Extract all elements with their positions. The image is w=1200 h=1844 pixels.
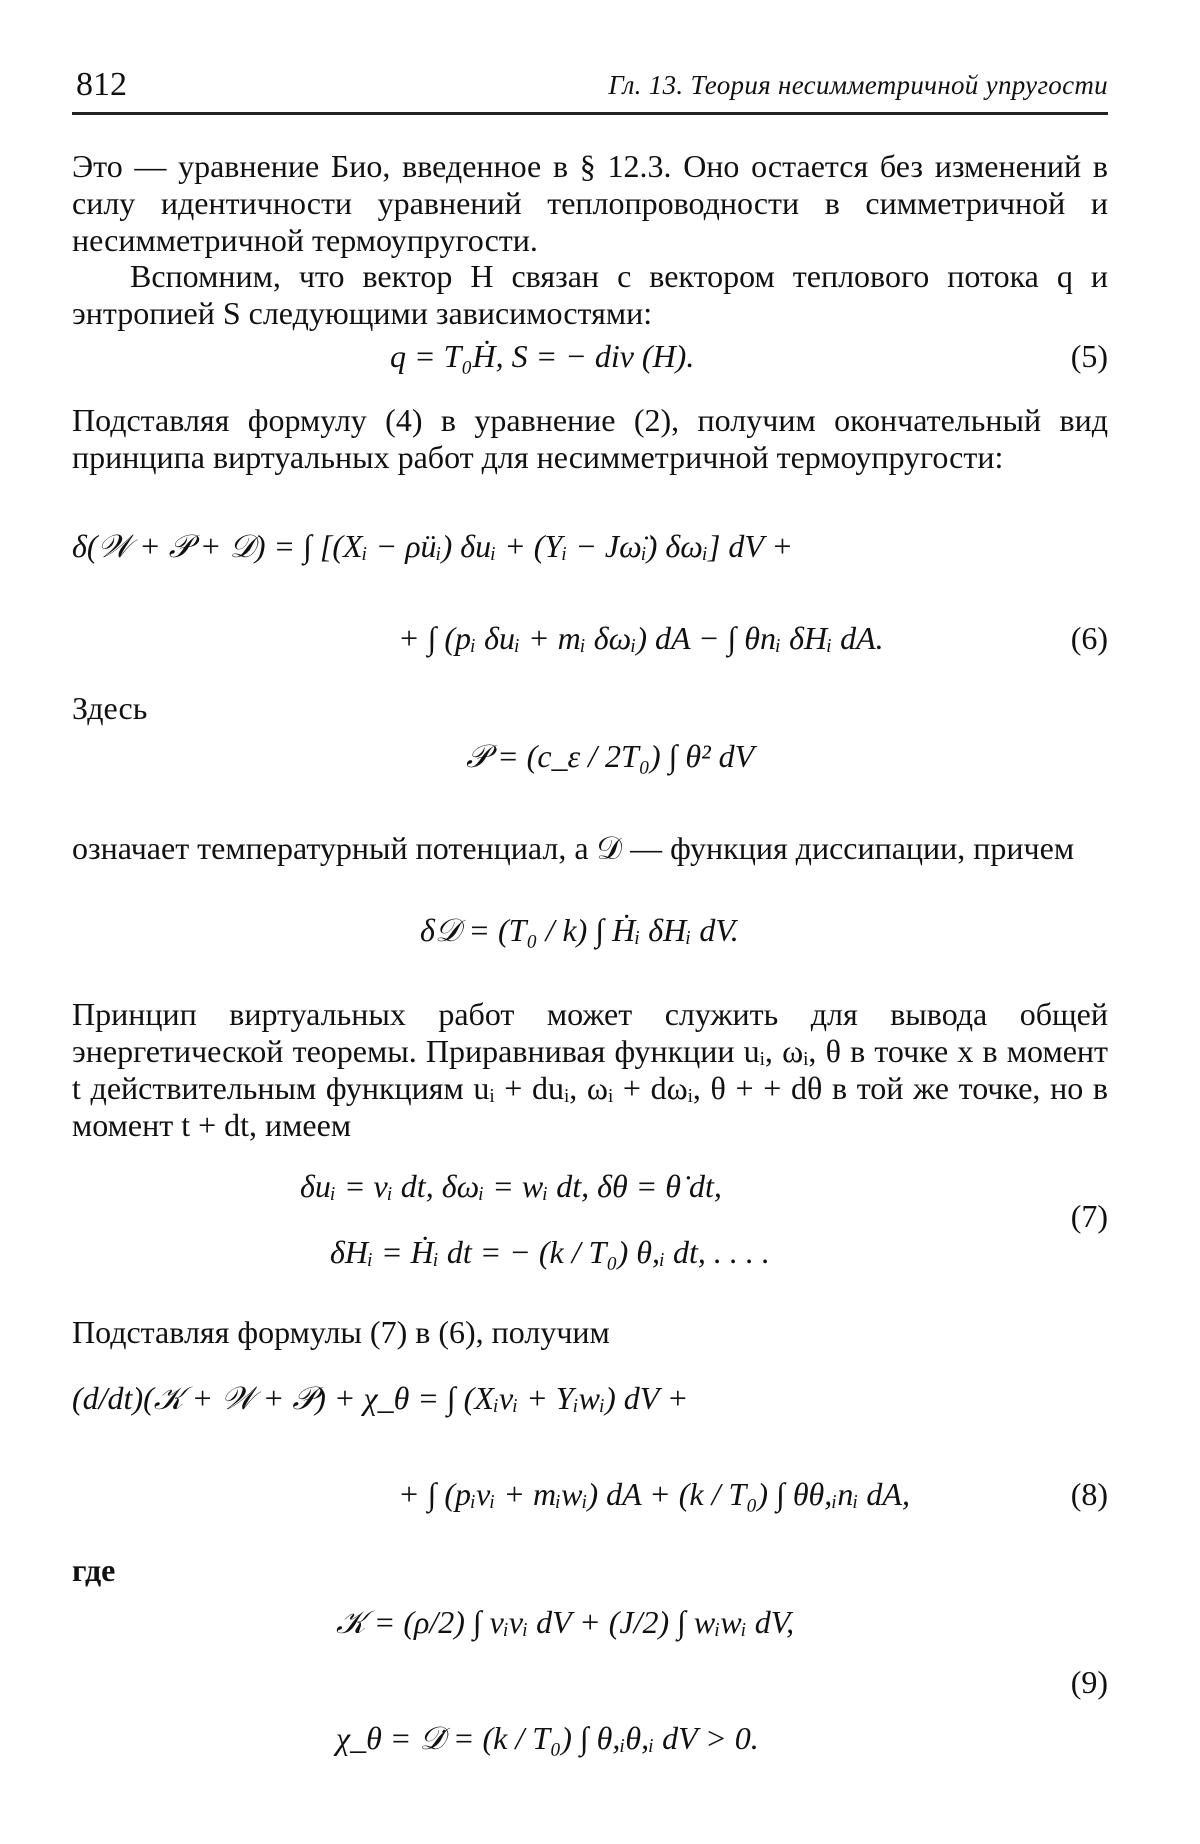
equation-5-number: (5) xyxy=(1070,338,1108,374)
header-rule xyxy=(72,112,1108,115)
paragraph-vector-h: Вспомним, что вектор H связан с вектором теплового потока q и энтропией S следующими зависимостями: xyxy=(72,258,1108,331)
equation-7-number: (7) xyxy=(1070,1198,1108,1234)
equation-8-line-2: + ∫ (pᵢvᵢ + mᵢwᵢ) dA + (k / T₀) ∫ θθ,ᵢnᵢ dA, xyxy=(398,1476,910,1512)
word-zdes: Здесь xyxy=(72,690,148,726)
equation-6-line-2: + ∫ (pᵢ δuᵢ + mᵢ δωᵢ) dA − ∫ θnᵢ δHᵢ dA. xyxy=(398,620,884,656)
paragraph-bio-equation: Это — уравнение Био, введенное в § 12.3. Оно остается без изменений в силу идентичности уравнений теплопроводности в симметричной и несимметричной термоупругости. xyxy=(72,148,1108,258)
word-gde: где xyxy=(72,1552,116,1588)
equation-6-number: (6) xyxy=(1070,620,1108,656)
page-number: 812 xyxy=(76,66,127,103)
equation-9-line-2: χ_θ = 𝒟̇ = (k / T₀) ∫ θ,ᵢθ,ᵢ dV > 0. xyxy=(336,1720,759,1756)
page-header xyxy=(72,58,1108,118)
paragraph-virtual-work: Подставляя формулу (4) в уравнение (2), получим окончательный вид принципа виртуальных работ для несимметричной термоупругости: xyxy=(72,402,1108,475)
equation-9-number: (9) xyxy=(1070,1664,1108,1700)
equation-temperature-potential: 𝒫 = (c_ε / 2T₀) ∫ θ² dV xyxy=(466,738,755,774)
equation-6-line-1: δ(𝒲 + 𝒫 + 𝒟) = ∫ [(Xᵢ − ρüᵢ) δuᵢ + (Yᵢ − Jω̈ᵢ) δωᵢ] dV + xyxy=(72,528,793,564)
paragraph-substitution: Подставляя формулы (7) в (6), получим xyxy=(72,1314,610,1350)
equation-7-line-2: δHᵢ = Ḣᵢ dt = − (k / T₀) θ,ᵢ dt, . . . . xyxy=(330,1234,770,1270)
paragraph-temperature-potential: означает температурный потенциал, а 𝒟 — функция диссипации, причем xyxy=(72,830,1075,866)
equation-8-number: (8) xyxy=(1070,1476,1108,1512)
equation-dissipation: δ𝒟 = (T₀ / k) ∫ Ḣᵢ δHᵢ dV. xyxy=(420,912,739,948)
equation-7-line-1: δuᵢ = vᵢ dt, δωᵢ = wᵢ dt, δθ = θ̇ dt, xyxy=(300,1168,722,1204)
equation-8-line-1: (d/dt)(𝒦 + 𝒲 + 𝒫) + χ_θ = ∫ (Xᵢvᵢ + Yᵢwᵢ) dV + xyxy=(72,1380,689,1416)
equation-5: q = T₀Ḣ, S = − div (H). xyxy=(390,338,695,374)
paragraph-energy-theorem: Принцип виртуальных работ может служить для вывода общей энергетической теоремы. Приравнивая функции uᵢ, ωᵢ, θ в точке x в момент t действительным функциям uᵢ + duᵢ, ωᵢ + dωᵢ, θ + + dθ в той же точке, но в момент t + dt, имеем xyxy=(72,996,1108,1143)
running-head: Гл. 13. Теория несимметричной упругости xyxy=(608,70,1108,100)
equation-9-line-1: 𝒦 = (ρ/2) ∫ vᵢvᵢ dV + (J/2) ∫ wᵢwᵢ dV, xyxy=(336,1604,795,1640)
